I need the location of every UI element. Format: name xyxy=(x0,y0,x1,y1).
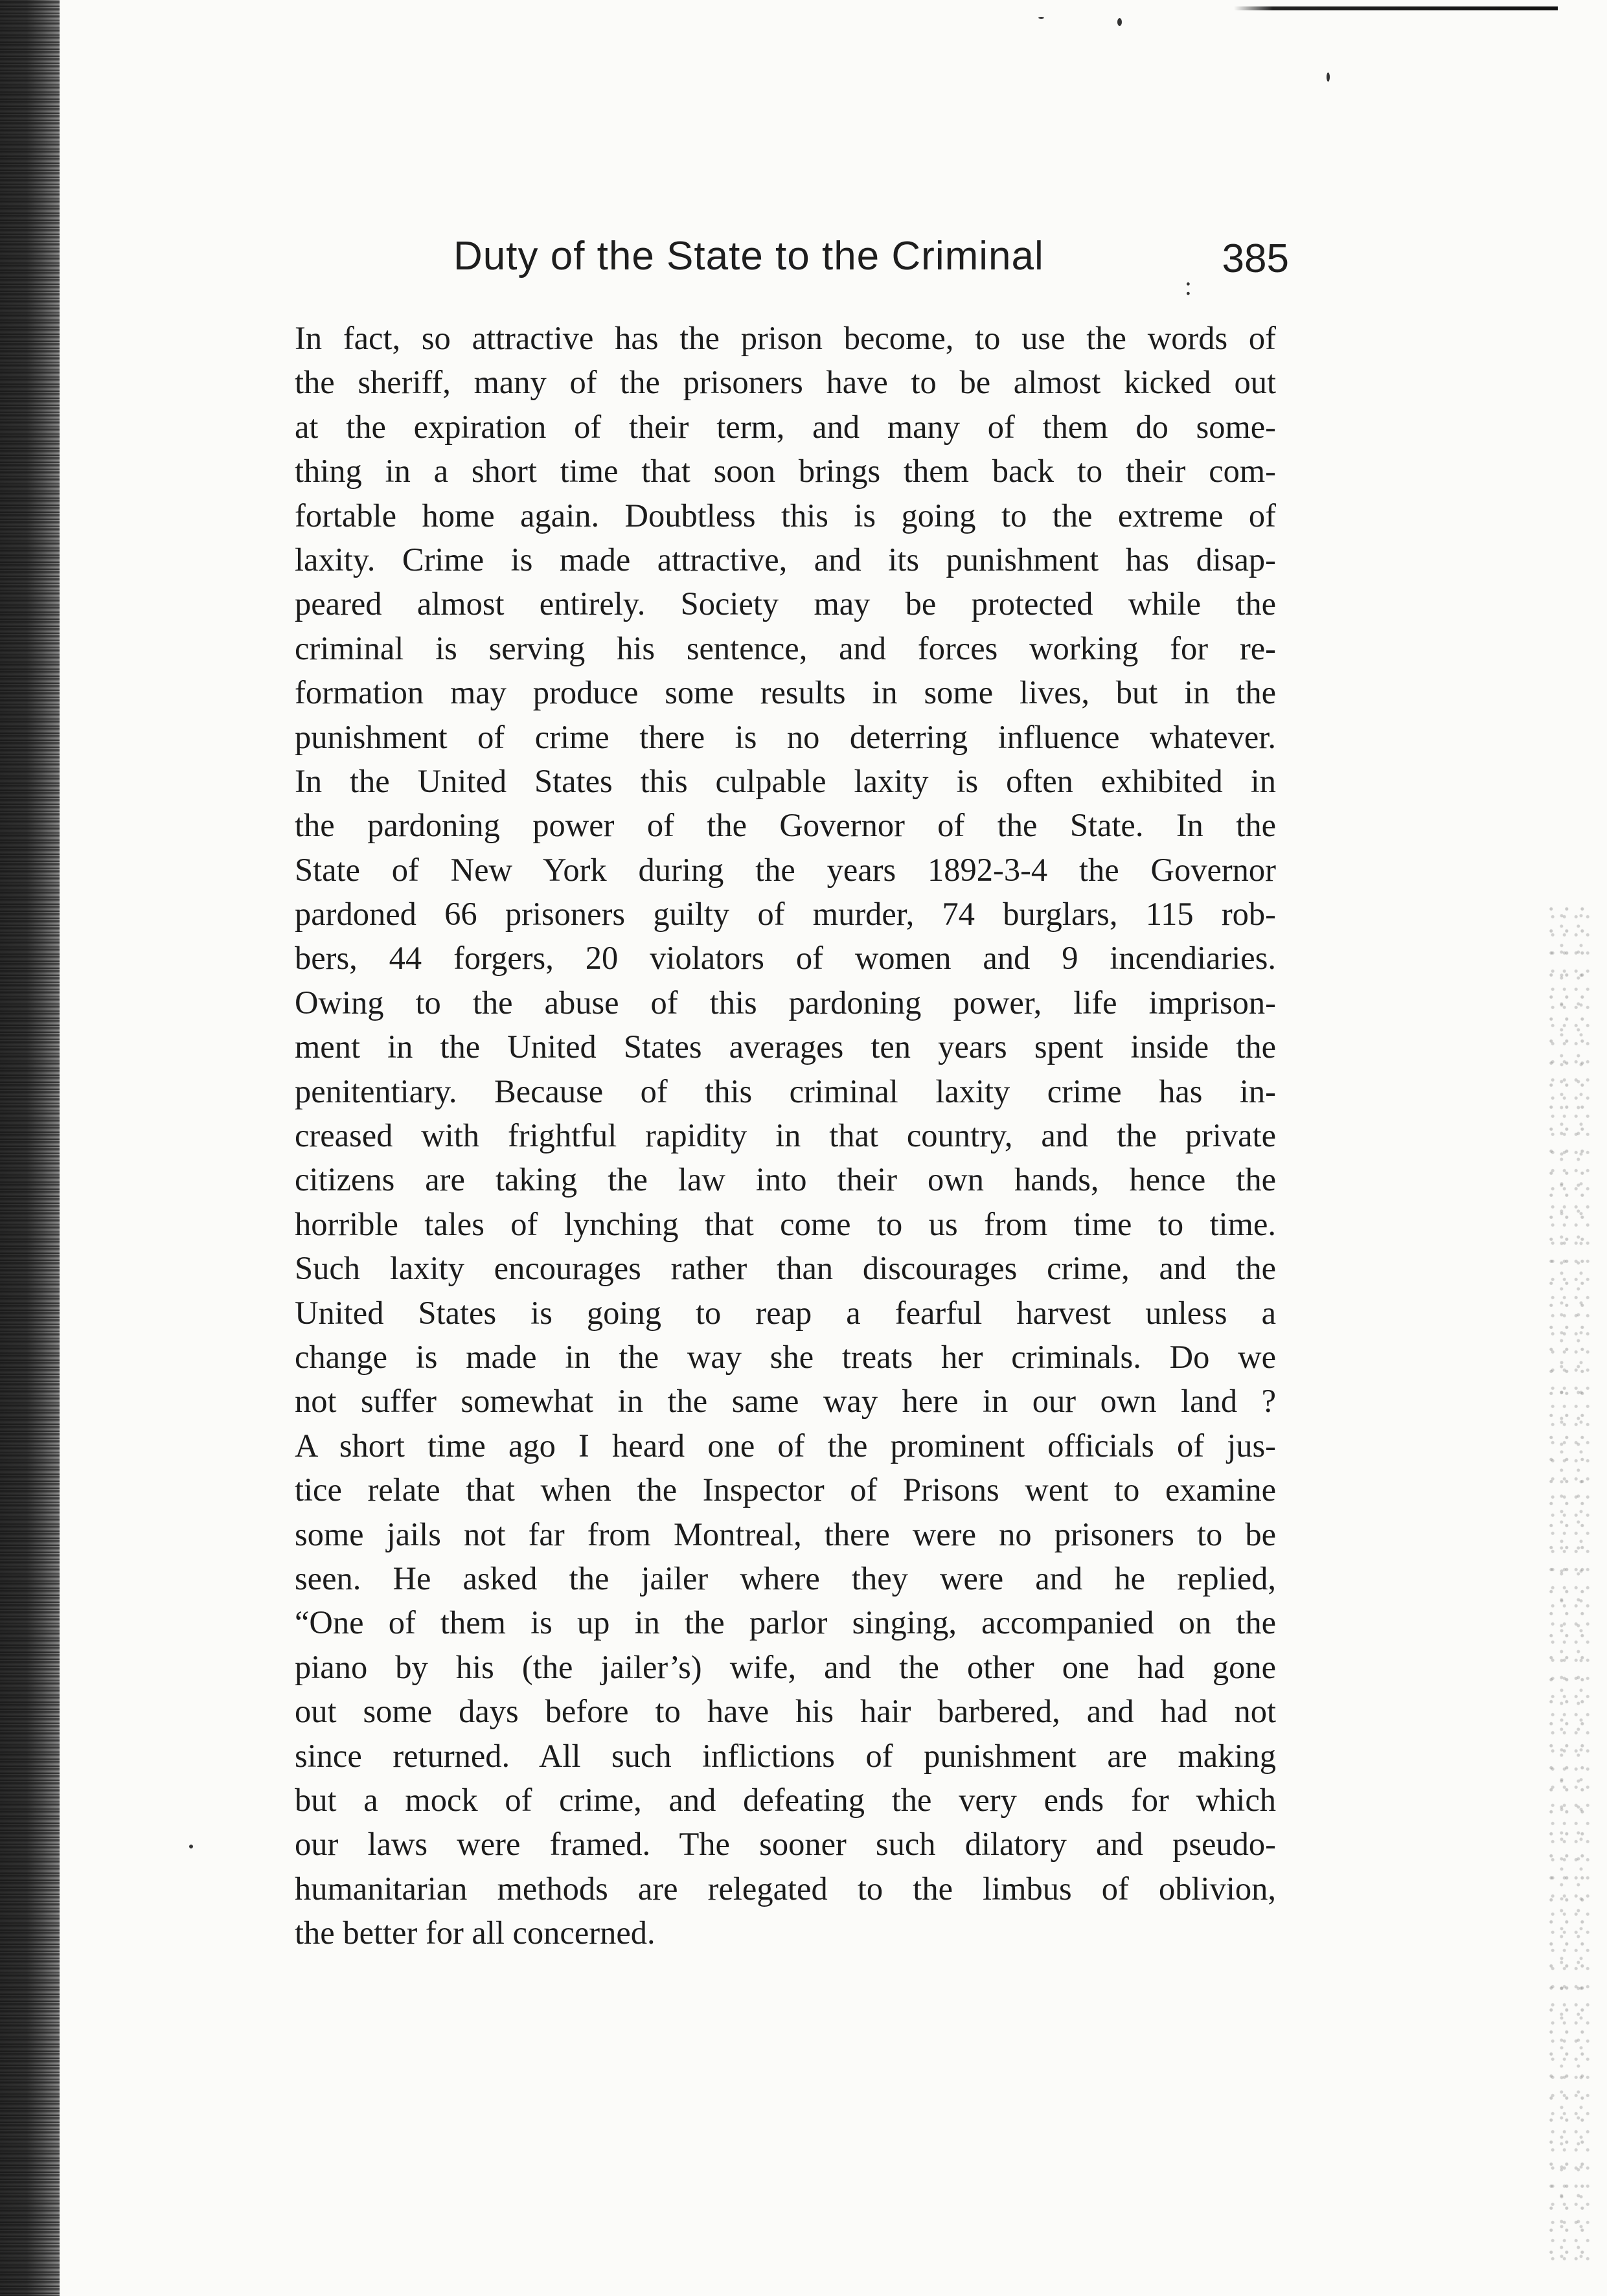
ink-speck xyxy=(1038,17,1044,19)
text-line: piano by his (the jailer’s) wife, and the other one had gone xyxy=(295,1648,1276,1685)
text-line: “One of them is up in the parlor singing, accompanied on the xyxy=(295,1604,1276,1641)
page-header xyxy=(453,233,1289,304)
text-line: A short time ago I heard one of the prominent officials of jus- xyxy=(295,1427,1276,1464)
text-line: since returned. All such inflictions of punishment are making xyxy=(295,1737,1276,1774)
text-line: State of New York during the years 1892-3-4 the Governor xyxy=(295,851,1276,888)
ink-speck xyxy=(1117,18,1122,26)
text-line: bers, 44 forgers, 20 violators of women and 9 incendiaries. xyxy=(295,940,1276,977)
running-title: Duty of the State to the Criminal xyxy=(453,234,1044,278)
text-line: our laws were framed. The sooner such dilatory and pseudo- xyxy=(295,1826,1276,1863)
text-line: Owing to the abuse of this pardoning power, life imprison- xyxy=(295,984,1276,1021)
text-line: ment in the United States averages ten years spent inside the xyxy=(295,1029,1276,1065)
text-line: but a mock of crime, and defeating the very ends for which xyxy=(295,1781,1276,1818)
text-line: the better for all concerned. xyxy=(295,1915,655,1951)
text-line: out some days before to have his hair barbered, and had not xyxy=(295,1693,1276,1730)
text-line: humanitarian methods are relegated to the limbus of oblivion, xyxy=(295,1870,1276,1907)
text-line: United States is going to reap a fearful harvest unless a xyxy=(295,1294,1276,1331)
text-line: the pardoning power of the Governor of the State. In the xyxy=(295,807,1276,844)
text-line: In the United States this culpable laxity is often exhibited in xyxy=(295,762,1276,799)
text-line: formation may produce some results in some lives, but in the xyxy=(295,674,1276,711)
text-line: tice relate that when the Inspector of Prisons went to examine xyxy=(295,1472,1276,1508)
text-line: the sheriff, many of the prisoners have to be almost kicked out xyxy=(295,364,1276,401)
ink-speck xyxy=(189,1845,193,1848)
text-line: penitentiary. Because of this criminal laxity crime has in- xyxy=(295,1073,1276,1109)
text-line: citizens are taking the law into their own hands, hence the xyxy=(295,1161,1276,1198)
text-line: horrible tales of lynching that come to us from time to time. xyxy=(295,1205,1276,1242)
scan-noise xyxy=(1548,907,1593,2267)
text-line: punishment of crime there is no deterring influence whatever. xyxy=(295,718,1276,755)
text-line: In fact, so attractive has the prison become, to use the words of xyxy=(295,320,1276,356)
text-line: laxity. Crime is made attractive, and its punishment has disap- xyxy=(295,541,1276,578)
text-line: at the expiration of their term, and many of them do some- xyxy=(295,408,1276,445)
text-line: criminal is serving his sentence, and forces working for re- xyxy=(295,630,1276,666)
text-line: thing in a short time that soon brings them back to their com- xyxy=(295,453,1276,490)
text-line: creased with frightful rapidity in that country, and the private xyxy=(295,1117,1276,1154)
text-line: change is made in the way she treats her criminals. Do we xyxy=(295,1338,1276,1375)
body-text xyxy=(295,316,1276,1955)
text-line: pardoned 66 prisoners guilty of murder, 74 burglars, 115 rob- xyxy=(295,896,1276,933)
page-number-mark: : xyxy=(1184,271,1192,301)
text-line: seen. He asked the jailer where they were and he replied, xyxy=(295,1560,1276,1597)
text-line: not suffer somewhat in the same way here in our own land ? xyxy=(295,1383,1276,1420)
ink-speck xyxy=(1327,73,1330,82)
text-line: peared almost entirely. Society may be protected while the xyxy=(295,585,1276,622)
top-rule-mark xyxy=(1234,6,1558,10)
text-line: some jails not far from Montreal, there were no prisoners to be xyxy=(295,1516,1276,1552)
scan-binding-edge xyxy=(0,0,60,2296)
text-line: fortable home again. Doubtless this is going to the extreme of xyxy=(295,497,1276,534)
text-line: Such laxity encourages rather than discourages crime, and the xyxy=(295,1250,1276,1287)
page-number: 385 xyxy=(1222,236,1289,281)
